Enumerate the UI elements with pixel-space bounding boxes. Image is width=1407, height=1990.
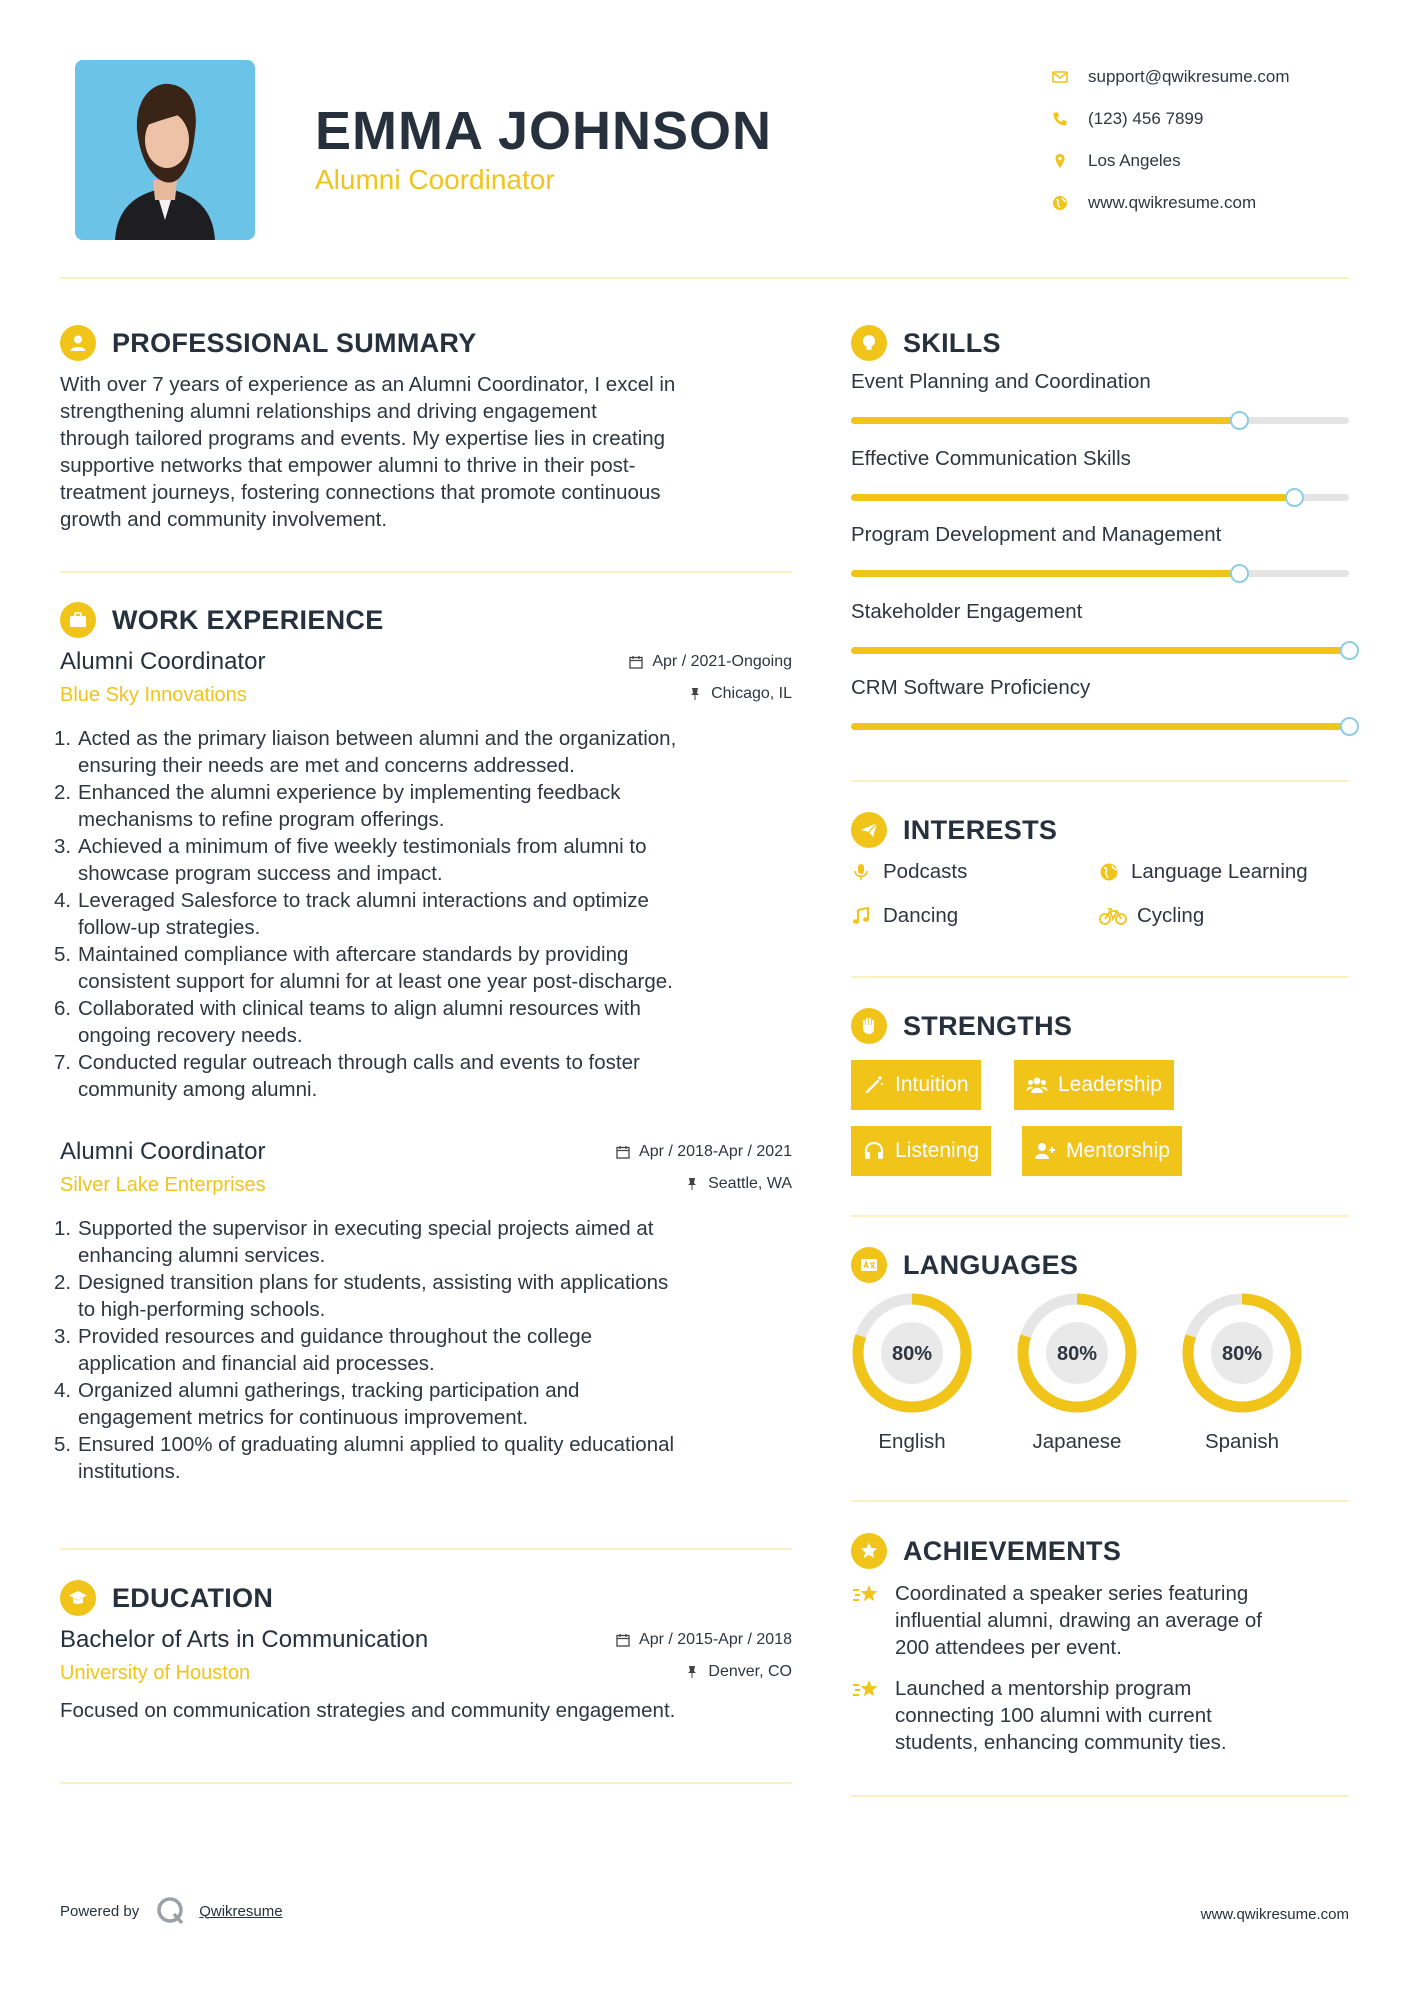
summary-line: treatment journeys, fostering connections that promote continuous (60, 481, 661, 504)
skill-bar (851, 647, 1349, 654)
list-item: 2. Designed transition plans for students, assisting with applications to high-performing schools. (54, 1271, 669, 1321)
language-name: Spanish (1204, 1430, 1280, 1453)
skill-item (851, 600, 1349, 677)
list-item: 5. Maintained compliance with aftercare standards by providing consistent support for alumni for at least one year post-discharge. (54, 943, 673, 993)
skills-title: SKILLS (903, 327, 1001, 358)
list-item: 6. Collaborated with clinical teams to align alumni resources with ongoing recovery needs. (54, 997, 641, 1047)
profile-photo (75, 60, 255, 240)
language-progress-ring (1014, 1290, 1140, 1416)
job-company: Blue Sky Innovations (60, 684, 247, 706)
location-pin-icon (1052, 151, 1082, 171)
briefcase-icon (60, 602, 96, 638)
summary-text (60, 371, 800, 533)
interest-item (1099, 860, 1308, 884)
skills-divider (851, 780, 1349, 782)
education-divider (60, 1782, 792, 1784)
list-item: 1. Acted as the primary liaison between alumni and the organization, ensuring their needs are met and concerns addressed. (54, 727, 677, 777)
achievement-text: Launched a mentorship program connecting 100 alumni with current students, enhancing community ties. (895, 1677, 1227, 1754)
globe-icon (1052, 193, 1082, 213)
skill-item (851, 523, 1349, 600)
interests-heading (851, 812, 1057, 848)
strength-tag (1014, 1060, 1174, 1110)
raised-hand-icon (851, 1008, 887, 1044)
languages-heading (851, 1247, 1078, 1283)
globe-icon (1099, 862, 1127, 882)
work-divider (60, 1548, 792, 1550)
job-entry (54, 1138, 792, 1485)
list-item: 4. Organized alumni gatherings, tracking participation and engagement metrics for continuous improvement. (54, 1379, 580, 1429)
job-location-text: Seattle, WA (708, 1175, 792, 1192)
education-location-text: Denver, CO (708, 1663, 792, 1680)
education-date-text: Apr / 2015-Apr / 2018 (639, 1631, 792, 1648)
list-item: 7. Conducted regular outreach through calls and events to foster community among alumni. (54, 1051, 640, 1101)
shooting-star-icon (851, 1675, 895, 1756)
contact-email-text: support@qwikresume.com (1088, 67, 1290, 86)
strength-label: Listening (895, 1139, 980, 1162)
summary-line: through tailored programs and events. My expertise lies in creating (60, 427, 666, 450)
interests-title: INTERESTS (903, 814, 1058, 845)
contact-list (1052, 56, 1372, 224)
music-note-icon (851, 906, 879, 926)
education-entry (60, 1626, 792, 1724)
skill-bar (851, 494, 1349, 501)
email-icon (1052, 67, 1082, 87)
contact-website-text: www.qwikresume.com (1088, 193, 1257, 212)
job-title: Alumni Coordinator (60, 648, 266, 675)
pushpin-icon (685, 1665, 699, 1679)
skill-item (851, 370, 1349, 447)
list-item: 5. Ensured 100% of graduating alumni applied to quality educational institutions. (54, 1433, 675, 1483)
skill-name: CRM Software Proficiency (851, 676, 1091, 699)
skills-list (851, 370, 1349, 753)
skill-slider-handle (1340, 641, 1359, 660)
achievement-item (851, 1675, 1351, 1756)
interest-item (851, 904, 958, 928)
users-icon (1026, 1074, 1048, 1096)
language-percent: 80% (1221, 1343, 1263, 1365)
shooting-star-icon (851, 1580, 895, 1661)
achievements-heading (851, 1533, 1121, 1569)
skill-bar (851, 570, 1349, 577)
achievement-item (851, 1580, 1351, 1661)
strength-tag (851, 1126, 991, 1176)
language-name: Japanese (1032, 1430, 1122, 1453)
achievements-title: ACHIEVEMENTS (903, 1535, 1122, 1566)
interest-label: Dancing (883, 904, 959, 927)
interests-divider (851, 976, 1349, 978)
summary-divider (60, 571, 792, 573)
job-location (685, 1175, 792, 1193)
list-item: 3. Achieved a minimum of five weekly testimonials from alumni to showcase program success and impact. (54, 835, 647, 885)
headphones-icon (863, 1140, 885, 1162)
graduation-icon (60, 1580, 96, 1616)
summary-line: strengthening alumni relationships and driving engagement (60, 400, 597, 423)
footer-url[interactable]: www.qwikresume.com (1200, 1906, 1349, 1923)
language-percent: 80% (1056, 1343, 1098, 1365)
phone-icon (1052, 109, 1082, 129)
microphone-icon (851, 862, 879, 882)
job-location-text: Chicago, IL (711, 685, 792, 702)
skill-name: Event Planning and Coordination (851, 370, 1151, 393)
interest-label: Podcasts (883, 860, 968, 883)
job-company: Silver Lake Enterprises (60, 1174, 266, 1196)
strength-tag (851, 1060, 981, 1110)
strengths-heading (851, 1008, 1072, 1044)
education-heading (60, 1580, 273, 1616)
calendar-icon (629, 655, 643, 669)
strength-tag (1022, 1126, 1182, 1176)
qwikresume-link[interactable]: Qwikresume (199, 1902, 283, 1920)
strength-label: Mentorship (1066, 1139, 1170, 1162)
contact-location-text: Los Angeles (1088, 151, 1181, 170)
strength-label: Leadership (1058, 1073, 1162, 1096)
interest-item (1099, 904, 1204, 928)
pushpin-icon (685, 1177, 699, 1191)
interest-label: Language Learning (1131, 860, 1308, 883)
languages-title: LANGUAGES (903, 1249, 1079, 1280)
skill-name: Effective Communication Skills (851, 446, 1131, 470)
language-name: English (878, 1430, 946, 1453)
calendar-icon (616, 1633, 630, 1647)
job-duties (54, 725, 792, 1103)
candidate-name: EMMA JOHNSON (315, 101, 773, 161)
summary-line: supportive networks that empower alumni to thrive in their post- (60, 454, 636, 477)
skill-item (851, 447, 1349, 524)
candidate-role: Alumni Coordinator (315, 164, 555, 195)
skill-slider-handle (1285, 488, 1304, 507)
skill-bar (851, 723, 1349, 730)
translate-icon (851, 1247, 887, 1283)
skill-slider-handle (1230, 411, 1249, 430)
language-item (849, 1290, 975, 1454)
language-progress-ring (1179, 1290, 1305, 1416)
contact-phone[interactable] (1052, 98, 1372, 140)
user-icon (60, 325, 96, 361)
person-silhouette-icon (75, 60, 255, 240)
skill-bar (851, 417, 1349, 424)
summary-heading (60, 325, 477, 361)
list-item: 3. Provided resources and guidance throughout the college application and financial aid processes. (54, 1325, 592, 1375)
strengths-title: STRENGTHS (903, 1010, 1073, 1041)
paper-plane-icon (851, 812, 887, 848)
achievements-divider (851, 1795, 1349, 1797)
job-title: Alumni Coordinator (60, 1138, 266, 1165)
skill-item (851, 676, 1349, 753)
work-title: WORK EXPERIENCE (112, 604, 384, 635)
strengths-divider (851, 1215, 1349, 1217)
school-name: University of Houston (60, 1662, 251, 1684)
contact-location (1052, 140, 1372, 182)
job-date-text: Apr / 2021-Ongoing (652, 653, 792, 670)
contact-email[interactable] (1052, 56, 1372, 98)
lightbulb-icon (851, 325, 887, 361)
summary-title: PROFESSIONAL SUMMARY (112, 327, 477, 358)
summary-line: growth and community involvement. (60, 508, 388, 531)
user-plus-icon (1034, 1140, 1056, 1162)
powered-by-label: Powered by (60, 1902, 140, 1920)
list-item: 4. Leveraged Salesforce to track alumni interactions and optimize follow-up strategies. (54, 889, 649, 939)
star-badge-icon (851, 1533, 887, 1569)
magic-wand-icon (863, 1074, 885, 1096)
skill-name: Program Development and Management (851, 523, 1222, 546)
job-date (629, 653, 792, 671)
skill-name: Stakeholder Engagement (851, 599, 1083, 623)
strength-label: Intuition (895, 1073, 969, 1096)
summary-line: With over 7 years of experience as an Alumni Coordinator, I excel in (60, 373, 676, 396)
list-item: 2. Enhanced the alumni experience by implementing feedback mechanisms to refine program offerings. (54, 781, 621, 831)
education-location (685, 1663, 792, 1681)
skills-heading (851, 325, 1001, 361)
interest-item (851, 860, 967, 884)
contact-phone-text: (123) 456 7899 (1088, 109, 1204, 128)
pushpin-icon (688, 687, 702, 701)
skill-slider-handle (1230, 564, 1249, 583)
interest-label: Cycling (1137, 904, 1205, 927)
calendar-icon (616, 1145, 630, 1159)
language-item (1179, 1290, 1305, 1454)
education-date (616, 1631, 792, 1649)
job-date-text: Apr / 2018-Apr / 2021 (639, 1143, 792, 1160)
contact-website[interactable] (1052, 182, 1372, 224)
job-location (688, 685, 792, 703)
language-item (1014, 1290, 1140, 1454)
education-description: Focused on communication strategies and community engagement. (60, 1699, 676, 1722)
degree-title: Bachelor of Arts in Communication (60, 1626, 429, 1653)
header-divider (60, 277, 1349, 279)
languages-divider (851, 1500, 1349, 1502)
job-date (616, 1143, 792, 1161)
bicycle-icon (1099, 906, 1133, 926)
education-title: EDUCATION (112, 1582, 274, 1613)
skill-slider-handle (1340, 717, 1359, 736)
job-duties (54, 1215, 792, 1485)
language-progress-ring (849, 1290, 975, 1416)
list-item: 1. Supported the supervisor in executing special projects aimed at enhancing alumni services. (54, 1217, 654, 1267)
language-percent: 80% (891, 1343, 933, 1365)
job-entry (54, 648, 792, 1103)
work-heading (60, 602, 384, 638)
qwikresume-logo-icon (155, 1895, 187, 1927)
footer-powered-by (60, 1895, 283, 1927)
achievement-text: Coordinated a speaker series featuring influential alumni, drawing an average of 200 attendees per event. (895, 1582, 1262, 1659)
